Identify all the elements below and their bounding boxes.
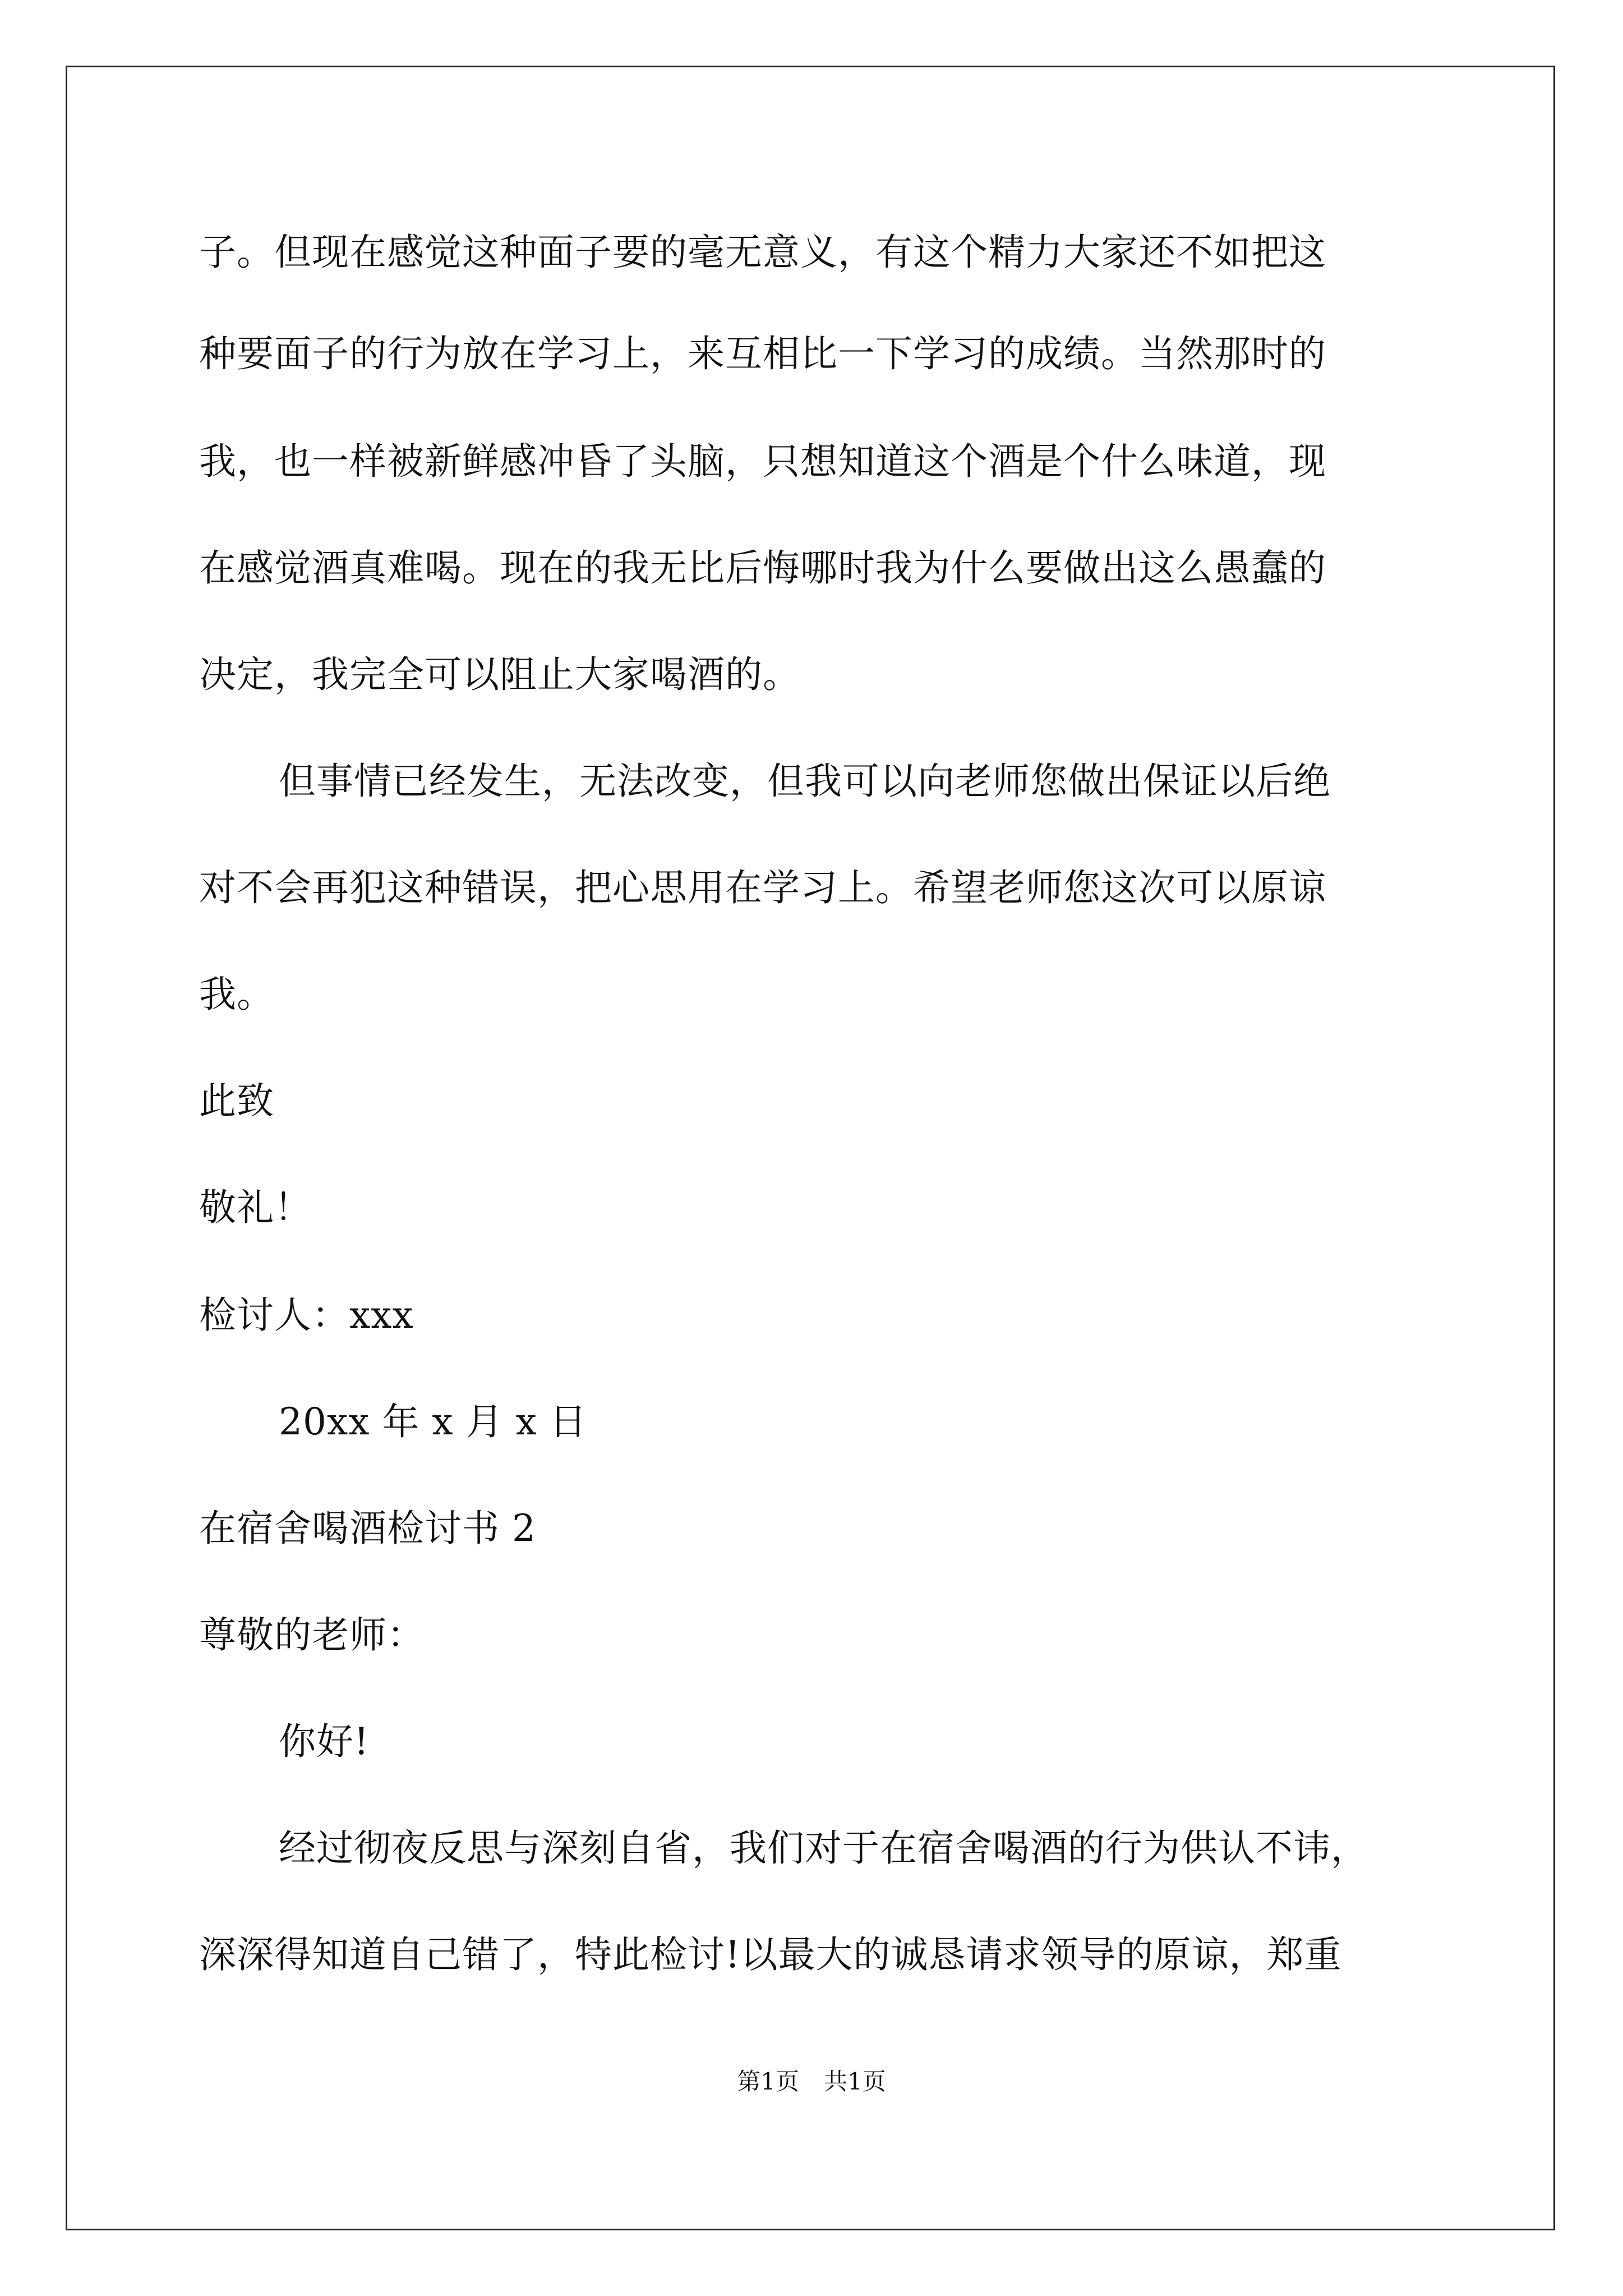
body-text-line: 我，也一样被新鲜感冲昏了头脑，只想知道这个酒是个什么味道，现 [199, 440, 1326, 483]
paragraph-start-line: 但事情已经发生，无法改变，但我可以向老师您做出保证以后绝 [279, 760, 1331, 803]
page-border [66, 66, 1555, 2230]
body-text-line: 我。 [199, 973, 274, 1016]
page-footer [0, 2070, 1623, 2093]
page-total: 共1页 [824, 2068, 886, 2095]
body-text-line: 决定，我完全可以阻止大家喝酒的。 [199, 653, 800, 696]
signature-line: 检讨人：xxx [199, 1294, 414, 1337]
body-text-line: 在感觉酒真难喝。现在的我无比后悔哪时我为什么要做出这么愚蠢的 [199, 546, 1326, 590]
paragraph-start-line: 经过彻夜反思与深刻自省，我们对于在宿舍喝酒的行为供认不讳， [279, 1826, 1368, 1870]
letter-hello: 你好! [279, 1720, 370, 1763]
page-number: 第1页 [737, 2068, 799, 2095]
section-heading: 在宿舍喝酒检讨书 2 [199, 1507, 536, 1550]
body-text-line: 子。但现在感觉这种面子要的毫无意义，有这个精力大家还不如把这 [199, 231, 1326, 274]
body-text-line: 种要面子的行为放在学习上，来互相比一下学习的成绩。当然那时的 [199, 332, 1326, 375]
body-text-line: 深深得知道自己错了，特此检讨!以最大的诚恳请求领导的原谅，郑重 [199, 1933, 1342, 1976]
body-text-line: 对不会再犯这种错误，把心思用在学习上。希望老师您这次可以原谅 [199, 866, 1326, 909]
closing-salutation: 此致 [199, 1079, 274, 1122]
letter-greeting: 尊敬的老师： [199, 1613, 425, 1657]
date-line: 20xx 年 x 月 x 日 [279, 1400, 587, 1443]
closing-regards: 敬礼！ [199, 1186, 312, 1229]
